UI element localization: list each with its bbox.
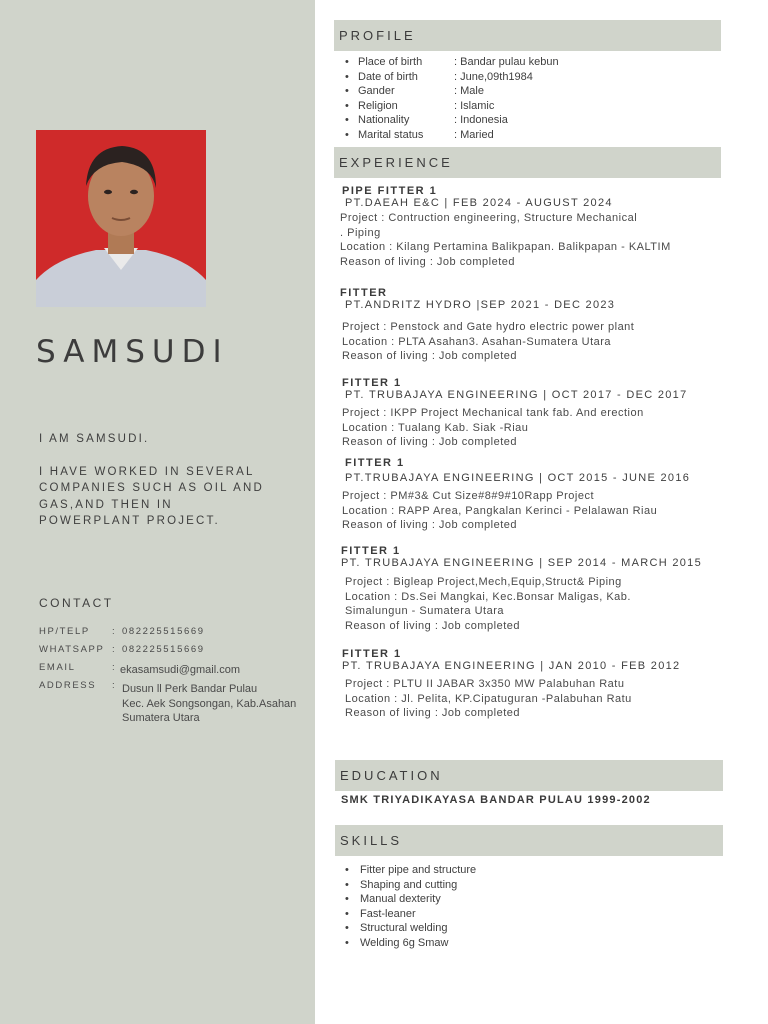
job-title: PIPE FITTER 1 [342,185,438,197]
profile-value: : Male [454,85,484,98]
profile-value: : Islamic [454,99,495,112]
contact-heading: CONTACT [39,596,114,610]
job-detail: Location : Tualang Kab. Siak -Riau [342,421,529,434]
job-detail: Project : PLTU II JABAR 3x350 MW Palabuhan Ratu [345,678,625,690]
job-company: PT. TRUBAJAYA ENGINEERING | OCT 2017 - DEC 2017 [345,389,688,401]
job-detail: Project : Penstock and Gate hydro electric power plant [342,321,635,333]
profile-item [343,113,559,128]
profile-key: Religion [358,99,398,112]
phone-value: 082225515669 [122,626,205,637]
job-company: PT.ANDRITZ HYDRO |SEP 2021 - DEC 2023 [345,299,616,311]
profile-key: Marital status [358,128,424,141]
job-title: FITTER 1 [341,545,401,557]
contact-separator: : [112,680,117,691]
education-heading: EDUCATION [335,760,723,791]
contact-separator: : [112,626,117,637]
skill-item: • Welding 6g Smaw [345,936,476,951]
skill-item: • Structural welding [345,921,476,936]
about-summary: I HAVE WORKED IN SEVERAL COMPANIES SUCH AS OIL AND GAS,AND THEN IN POWERPLANT PROJECT. [39,465,264,527]
skill-item: • Manual dexterity [345,892,476,907]
job-title: FITTER 1 [342,648,402,660]
profile-heading: PROFILE [334,20,721,51]
contact-label: ADDRESS [39,680,97,691]
experience-entry [340,545,702,633]
contact-label: HP/TELP [39,626,90,637]
job-detail: Location : Ds.Sei Mangkai, Kec.Bonsar Maligas, Kab. [345,590,631,603]
job-title: FITTER 1 [342,377,402,389]
skill-item: • Fast-leaner [345,907,476,922]
profile-item [343,128,559,143]
job-detail: Location : PLTA Asahan3. Asahan-Sumatera Utara [342,335,612,348]
profile-key: Date of birth [358,70,418,83]
job-detail: Project : Bigleap Project,Mech,Equip,Struct& Piping [345,576,622,588]
profile-value: : Bandar pulau kebun [454,56,559,68]
job-title: FITTER [340,287,388,299]
experience-entry [340,457,690,533]
job-detail: . Piping [340,226,381,239]
address-line: Kec. Aek Songsongan, Kab.Asahan [122,697,297,710]
contact-separator: : [112,644,117,655]
job-detail: Reason of living : Job completed [342,350,517,362]
sidebar [0,0,315,1024]
job-title: FITTER 1 [345,457,405,469]
job-company: PT. TRUBAJAYA ENGINEERING | SEP 2014 - MARCH 2015 [341,557,703,569]
profile-item [343,55,559,70]
job-detail: Project : Contruction engineering, Structure Mechanical [340,212,638,224]
job-detail: Location : Kilang Pertamina Balikpapan. Balikpapan - KALTIM [340,241,671,253]
job-company: PT. TRUBAJAYA ENGINEERING | JAN 2010 - FEB 2012 [342,660,681,672]
job-detail: Reason of living : Job completed [342,519,517,531]
experience-entry [340,185,671,269]
skills-list [345,863,476,950]
about-intro: I AM SAMSUDI. [39,433,150,445]
job-detail: Location : Jl. Pelita, KP.Cipatuguran -Palabuhan Ratu [345,692,632,705]
contact-label: EMAIL [39,662,76,673]
address-line: Dusun ll Perk Bandar Pulau [122,683,258,695]
profile-key: Gander [358,85,395,98]
job-company: PT.DAEAH E&C | FEB 2024 - AUGUST 2024 [345,197,613,209]
job-detail: Location : RAPP Area, Pangkalan Kerinci - Pelalawan Riau [342,504,658,517]
profile-photo [36,130,206,307]
profile-key: Place of birth [358,56,423,68]
profile-value: : June,09th1984 [454,70,533,83]
job-detail: Reason of living : Job completed [345,707,520,719]
job-detail: Project : PM#3& Cut Size#8#9#10Rapp Project [342,490,595,502]
profile-value: : Indonesia [454,114,508,127]
experience-entry [340,648,680,721]
skill-item: • Fitter pipe and structure [345,863,476,878]
job-detail: Project : IKPP Project Mechanical tank fab. And erection [342,407,644,419]
contact-separator: : [112,662,117,673]
job-detail: Reason of living : Job completed [340,255,515,268]
experience-entry [340,287,634,364]
email-link[interactable]: ekasamsudi@gmail.com [120,664,240,676]
address-line: Sumatera Utara [122,712,200,724]
experience-entry [340,377,688,450]
contact-label: WHATSAPP [39,644,105,655]
experience-heading: EXPERIENCE [334,147,721,178]
address-value [122,682,296,726]
job-company: PT.TRUBAJAYA ENGINEERING | OCT 2015 - JUNE 2016 [345,472,691,484]
profile-item [343,70,559,85]
profile-list [343,55,559,143]
job-detail: Reason of living : Job completed [342,436,517,448]
skills-heading: SKILLS [335,825,723,856]
person-name: SAMSUDI [36,334,229,370]
education-entry: SMK TRIYADIKAYASA BANDAR PULAU 1999-2002 [341,794,651,806]
skill-item: • Shaping and cutting [345,878,476,893]
profile-item [343,84,559,99]
profile-value: : Maried [454,128,494,141]
whatsapp-value: 082225515669 [122,644,205,655]
job-detail: Reason of living : Job completed [345,619,520,632]
profile-key: Nationality [358,114,410,127]
job-detail: Simalungun - Sumatera Utara [345,605,505,617]
profile-item [343,99,559,114]
about-section [39,431,279,546]
